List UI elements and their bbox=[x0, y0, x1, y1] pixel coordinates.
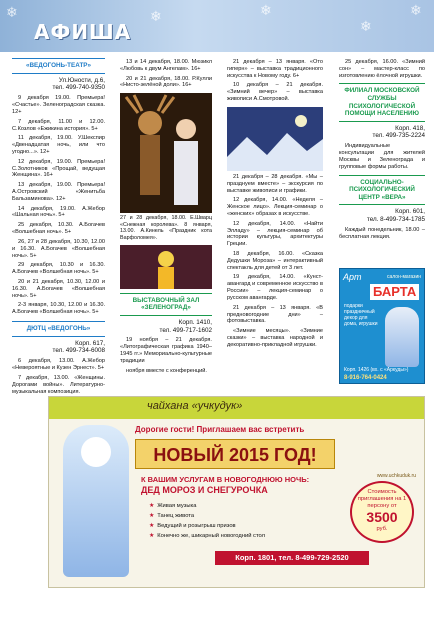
ad-name: БАРТА bbox=[370, 284, 419, 300]
winter-painting-photo bbox=[227, 107, 323, 171]
event-item: ноября вместе с конференций. bbox=[126, 367, 207, 374]
event-item: 7 декабря, 13.00. «Женщины. Дорогами войны». Литературно-музыкальная композиция. bbox=[12, 374, 105, 395]
ad-description: подарки праздничный декор для дома, игрушки bbox=[344, 303, 378, 328]
page-title: АФИША bbox=[34, 20, 132, 44]
column-4 bbox=[339, 56, 425, 266]
santa-image bbox=[63, 425, 129, 577]
snowflake-icon: ❄ bbox=[150, 8, 162, 24]
banner-subtitle-2: ДЕД МОРОЗ И СНЕГУРОЧКА bbox=[141, 485, 268, 495]
venue-heading: ДЮТЦ «ВЕДОГОНЬ» bbox=[12, 321, 105, 337]
list-item: ★ Конечно же, шикарный новогодний стол bbox=[149, 533, 266, 540]
event-item: 13 и 14 декабря, 18.00. Мюзикл «Любовь к двум Ангелам». 16+ bbox=[120, 59, 212, 72]
venue-heading: «ВЕДОГОНЬ-ТЕАТР» bbox=[12, 58, 105, 74]
event-item: 21 декабря – 28 декабря. «Мы – празднуем вместе» – экскурсия по выставке живописи и графики. bbox=[227, 173, 323, 194]
star-icon: ★ bbox=[149, 533, 155, 540]
star-icon: ★ bbox=[149, 523, 155, 530]
stage-photo bbox=[120, 245, 212, 289]
contact-bar: Корп. 1801, тел. 8-499-729-2520 bbox=[215, 551, 369, 565]
barta-ad[interactable] bbox=[339, 268, 425, 384]
winter-painting-image bbox=[227, 107, 323, 171]
price-value: 3500 bbox=[366, 509, 398, 526]
event-item: «Зимние месяцы». «Зимние сказки» – выставка народной и декоративно-прикладной игрушки. bbox=[227, 328, 323, 348]
star-icon: ★ bbox=[149, 503, 155, 509]
venue-heading: ВЫСТАВОЧНЫЙ ЗАЛ «ЗЕЛЕНОГРАД» bbox=[120, 293, 212, 316]
event-item: 19 ноября – 21 декабря. «Литографическая графика 1940–1945 гг.» Мемориально-культурные традиции bbox=[120, 337, 212, 364]
ad-line1: Арт bbox=[343, 272, 362, 282]
website-link[interactable]: www.uchkuduk.ru bbox=[376, 473, 416, 479]
venue-heading: ФИЛИАЛ МОСКОВСКОЙ СЛУЖБЫ ПСИХОЛОГИЧЕСКОЙ ПОМОЩИ НАСЕЛЕНИЮ bbox=[339, 83, 425, 121]
venue-description: Каждый понедельник, 18.00 – бесплатная лекция. bbox=[339, 226, 425, 240]
venue-address: Корп. 617, тел. 499-734-6008 bbox=[52, 339, 105, 355]
event-item: 19 декабря, 14.00. «Кунст-авангард и современное искусство в России» – лекция-семинар о русском авангарде. bbox=[227, 274, 323, 301]
venue-description: Индивидуальные консультации для жителей Москвы и Зеленограда и групповые формы работы. bbox=[339, 143, 425, 170]
venue-address: Корп. 601, тел. 8-499-734-1785 bbox=[366, 208, 425, 224]
ad-phone: 8-916-764-0424 bbox=[344, 375, 387, 381]
stage-costume-image bbox=[120, 245, 212, 289]
column-3 bbox=[227, 56, 323, 349]
event-item: 18 декабря, 16.00. «Сказка Дедушки Мороза» – интерактивный спектакль для детей от 3 лет. bbox=[227, 251, 323, 271]
list-item: ★ Ведущий и розыгрыш призов bbox=[149, 523, 236, 530]
feature-list bbox=[149, 503, 268, 543]
snow-maiden-image bbox=[385, 307, 419, 367]
event-item: 21 декабря – 13 января. «В предновогодние дни» – фотовыставка. bbox=[227, 304, 323, 325]
venue-heading: СОЦИАЛЬНО-ПСИХОЛОГИЧЕСКИЙ ЦЕНТР «ВЕРА» bbox=[339, 175, 425, 206]
brand-name: чайхана «учкудук» bbox=[147, 400, 243, 412]
event-item: 10 декабря – 21 декабря. «Зимний вечер» – выставка живописи А.Смотровой. bbox=[227, 82, 323, 103]
event-item: 29 декабря, 10.30 и 16.30. А.Богачев «Волшебная ночь». 5+ bbox=[12, 262, 105, 276]
event-item: 13 декабря, 19.00. Премьера! А.Островский «Женитьба Бальзаминова». 12+ bbox=[12, 182, 105, 202]
event-item: 21 декабря – 13 января. «Ото гиперн» – выставка традиционного искусства к Новому году. 6+ bbox=[227, 59, 323, 79]
ad-address: Корп. 1426 (вх. с «Аркуды») bbox=[344, 367, 409, 373]
price-badge: Стоимость приглашения на 1 персону от 3500 руб. bbox=[350, 481, 414, 543]
star-icon: ★ bbox=[149, 513, 155, 520]
ad-line2: салон-магазин bbox=[387, 274, 421, 280]
snowflake-icon: ❄ bbox=[260, 2, 272, 18]
header-bar bbox=[0, 0, 434, 52]
event-item: 25 декабря, 10.30. А.Богачев «Волшебная ночь». 5+ bbox=[12, 222, 105, 236]
event-item: 20 и 21 декабря, 10.30, 12.00 и 16.30. А.Богачев «Волшебная ночь». 5+ bbox=[12, 278, 105, 299]
list-item: ★ Живая музыка bbox=[149, 503, 197, 509]
column-1 bbox=[12, 56, 105, 395]
venue-address: Корп. 1410, тел. 499-717-1602 bbox=[159, 318, 212, 334]
banner-greeting: Дорогие гости! Приглашаем вас встретить bbox=[135, 425, 305, 434]
reindeer-costume-image bbox=[120, 93, 212, 213]
photo-caption: 27 и 28 декабря, 18.00. Е.Шварц «Снежная королева». 8 января, 13.00. А.Кинель «Праздник кота Варфоломея». bbox=[120, 215, 212, 242]
event-item: 20 и 21 декабря, 18.00. Р.Кулли «Нисто-зелёной доли». 16+ bbox=[120, 75, 212, 89]
banner-subtitle: К ВАШИМ УСЛУГАМ В НОВОГОДНЮЮ НОЧЬ: bbox=[141, 475, 310, 484]
event-item: 14 декабря, 19.00. А.Жебор «Шальная ночь». 5+ bbox=[12, 205, 105, 219]
event-item: 12 декабря, 14.00. «Найти Элладу» – лекция-семинар об истории культуры, архитектуры Греции. bbox=[227, 220, 323, 248]
snowflake-icon: ❄ bbox=[6, 4, 18, 20]
venue-address: Ул.Юности, д.6, тел. 499-740-9350 bbox=[52, 76, 105, 92]
event-item: 26, 27 и 28 декабря, 10.30, 12.00 и 16.30. А.Богачев «Волшебная ночь». 5+ bbox=[12, 238, 105, 259]
event-item: 2-3 января, 10.30, 12.00 и 16.30. А.Богачев «Волшебная ночь». 5+ bbox=[12, 302, 105, 316]
event-item: 12 декабря, 19.00. Премьера! С.Золотников «Прощай, ведущая Женщина». 16+ bbox=[12, 158, 105, 179]
list-item: ★ Танец живота bbox=[149, 513, 195, 520]
event-item: 25 декабря, 16.00. «Зимний сон» – мастер-класс по изготовлению ёлочной игрушки. bbox=[339, 59, 425, 79]
column-2 bbox=[120, 56, 212, 375]
snowflake-icon: ❄ bbox=[410, 2, 422, 18]
event-item: 6 декабря, 13.00. А.Жебор «Невероятные и Кузен Эрнест». 5+ bbox=[12, 358, 105, 372]
event-item: 12 декабря, 14.00. «Неделя – Женское лицо». Лекция-семинар о «женских» образах в искусстве. bbox=[227, 197, 323, 217]
event-item: 9 декабря 19.00. Премьера! «Счастье». Зеленоградская сказка. 12+ bbox=[12, 95, 105, 115]
venue-address: Корп. 418, тел. 499-735-2224 bbox=[372, 124, 425, 140]
banner-headline: НОВЫЙ 2015 ГОД! bbox=[135, 439, 335, 469]
theatre-photo bbox=[120, 93, 212, 213]
restaurant-banner[interactable] bbox=[48, 396, 425, 588]
event-item: 7 декабря, 11.00 и 12.00. С.Козлов «Ежикина история». 5+ bbox=[12, 118, 105, 132]
event-item: 11 декабря, 19.00. У.Шекспир «Двенадцатая ночь, или что угодно...». 12+ bbox=[12, 135, 105, 155]
snowflake-icon: ❄ bbox=[360, 18, 372, 34]
